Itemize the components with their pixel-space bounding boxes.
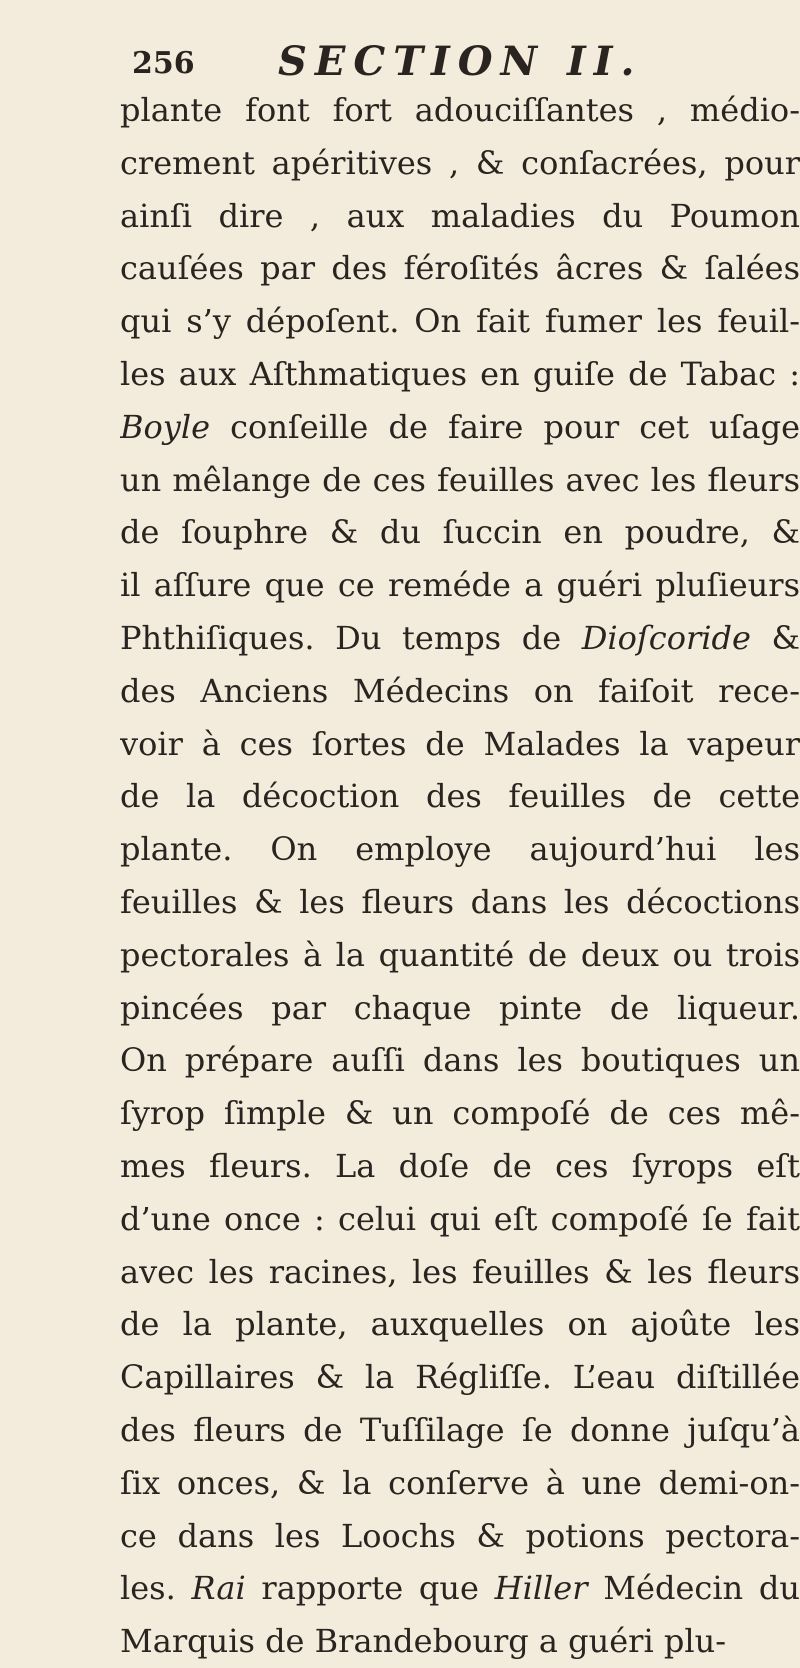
text-line bbox=[120, 876, 800, 929]
text-segment: avec les racines, les feuilles & les fleurs bbox=[120, 1252, 800, 1291]
text-segment: crement apéritives , & conſacrées, pour bbox=[120, 143, 800, 182]
text-line bbox=[120, 137, 800, 190]
text-segment: qui s’y dépoſent. On fait fumer les feuil- bbox=[120, 302, 800, 341]
text-line bbox=[120, 1562, 800, 1615]
text-segment: rapporte que bbox=[245, 1569, 495, 1608]
text-segment: ce dans les Loochs & potions pectora- bbox=[120, 1516, 800, 1555]
text-line bbox=[120, 770, 800, 823]
text-segment: Capillaires & la Régliſſe. L’eau diſtillée bbox=[120, 1358, 800, 1397]
text-line bbox=[120, 1034, 800, 1087]
body-text bbox=[120, 84, 800, 1668]
text-line bbox=[120, 1140, 800, 1193]
text-segment: des Anciens Médecins on faiſoit rece- bbox=[120, 671, 800, 710]
text-segment: les. bbox=[120, 1569, 192, 1608]
text-line bbox=[120, 190, 800, 243]
text-line bbox=[120, 348, 800, 401]
text-line bbox=[120, 84, 800, 137]
text-line bbox=[120, 506, 800, 559]
text-segment: & bbox=[750, 618, 800, 657]
text-segment: Phthiſiques. Du temps de bbox=[120, 618, 582, 657]
text-line bbox=[120, 718, 800, 771]
text-segment: Marquis de Brandebourg a guéri plu- bbox=[120, 1622, 727, 1661]
text-line bbox=[120, 612, 800, 665]
italic-name: Boyle bbox=[120, 407, 211, 446]
text-segment: cauſées par des féroſités âcres & ſalées bbox=[120, 249, 800, 288]
text-line bbox=[120, 665, 800, 718]
text-segment: de la décoction des feuilles de cette bbox=[120, 777, 800, 816]
text-segment: il aſſure que ce reméde a guéri pluſieurs bbox=[120, 566, 800, 605]
text-segment: Médecin du bbox=[587, 1569, 800, 1608]
text-line bbox=[120, 1246, 800, 1299]
text-line bbox=[120, 1087, 800, 1140]
text-segment: feuilles & les fleurs dans les décoctions bbox=[120, 882, 800, 921]
italic-name: Rai bbox=[191, 1569, 246, 1608]
text-segment: d’une once : celui qui eſt compoſé ſe fait bbox=[120, 1199, 800, 1238]
text-segment: de ſouphre & du ſuccin en poudre, & bbox=[120, 513, 800, 552]
italic-name: Dioſcoride bbox=[581, 618, 751, 657]
text-segment: conſeille de faire pour cet uſage bbox=[210, 407, 800, 446]
text-line bbox=[120, 1615, 800, 1668]
text-line bbox=[120, 1298, 800, 1351]
text-line bbox=[120, 295, 800, 348]
section-title: SECTION II. bbox=[278, 38, 643, 85]
text-segment: ſyrop ſimple & un compoſé de ces mê- bbox=[120, 1094, 800, 1133]
text-line bbox=[120, 1351, 800, 1404]
text-segment: des fleurs de Tuſſilage ſe donne juſqu’à bbox=[120, 1410, 800, 1449]
page-number: 256 bbox=[132, 46, 195, 81]
text-line bbox=[120, 559, 800, 612]
text-line bbox=[120, 454, 800, 507]
text-segment: de la plante, auxquelles on ajoûte les bbox=[120, 1305, 800, 1344]
text-segment: voir à ces ſortes de Malades la vapeur bbox=[120, 724, 800, 763]
text-line bbox=[120, 929, 800, 982]
text-segment: les aux Aſthmatiques en guiſe de Tabac : bbox=[120, 354, 800, 393]
text-segment: plante font fort adouciſſantes , médio- bbox=[120, 91, 800, 129]
text-line bbox=[120, 242, 800, 295]
text-segment: un mêlange de ces feuilles avec les fleurs bbox=[120, 460, 800, 499]
text-segment: mes fleurs. La doſe de ces ſyrops eſt bbox=[120, 1146, 800, 1185]
text-line bbox=[120, 1457, 800, 1510]
text-line bbox=[120, 823, 800, 876]
text-line bbox=[120, 1193, 800, 1246]
text-segment: ſix onces, & la conſerve à une demi-on- bbox=[120, 1463, 800, 1502]
text-segment: plante. On employe aujourd’hui les bbox=[120, 830, 800, 869]
text-segment: On prépare auſſi dans les boutiques un bbox=[120, 1041, 800, 1080]
text-segment: pincées par chaque pinte de liqueur. bbox=[120, 988, 800, 1027]
text-segment: pectorales à la quantité de deux ou trois bbox=[120, 935, 800, 974]
text-line bbox=[120, 1510, 800, 1563]
italic-name: Hiller bbox=[494, 1569, 588, 1608]
text-line bbox=[120, 401, 800, 454]
text-line bbox=[120, 1404, 800, 1457]
text-segment: ainſi dire , aux maladies du Poumon bbox=[120, 196, 800, 235]
text-line bbox=[120, 982, 800, 1035]
